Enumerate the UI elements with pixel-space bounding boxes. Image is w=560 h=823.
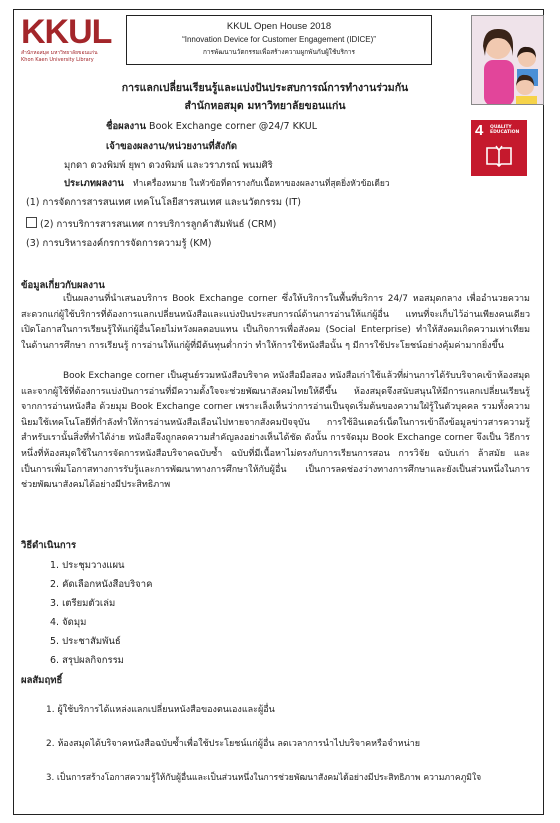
banner-subtitle: “Innovation Device for Customer Engagement (IDICE)”	[182, 35, 376, 44]
method-step: 5. ประชาสัมพันธ์	[50, 636, 121, 647]
method-step: 4. จัดมุม	[50, 617, 87, 628]
event-banner	[126, 15, 432, 65]
project-label: ชื่อผลงาน	[106, 121, 147, 132]
kkul-logo	[21, 15, 121, 67]
logo-text: KKUL	[21, 13, 112, 51]
option-label: (3) การบริหารองค์กรการจัดการความรู้ (KM)	[26, 238, 212, 249]
method-step: 3. เตรียมตัวเล่ม	[50, 598, 116, 609]
method-step: 6. สรุปผลกิจกรรม	[50, 655, 124, 666]
project-row	[106, 121, 317, 133]
option-label: (1) การจัดการสารสนเทศ เทคโนโลยีสารสนเทศ และนวัตกรรม (IT)	[26, 197, 302, 208]
checkbox-icon	[26, 217, 37, 228]
title-line-2: สำนักหอสมุด มหาวิทยาลัยขอนแก่น	[184, 100, 346, 112]
result-item: 3. เป็นการสร้างโอกาสความรู้ให้กับผู้อื่นและเป็นส่วนหนึ่งในการช่วยพัฒนาสังคมได้อย่างมีประสิทธิภาพ ความภาคภูมิใจ	[46, 773, 482, 783]
type-row	[64, 178, 390, 190]
owner-names: มุกดา ดวงพิมพ์ ยุพา ดวงพิมพ์ และวราภรณ์ พนมศิริ	[64, 160, 273, 171]
author-photo	[471, 15, 544, 105]
logo-subtitle-en: Khon Kaen University Library	[21, 57, 94, 63]
option-it	[26, 197, 301, 209]
banner-tagline: การพัฒนานวัตกรรมเพื่อสร้างความผูกพันกับผู้ใช้บริการ	[202, 49, 356, 56]
banner-title: KKUL Open House 2018	[226, 21, 332, 32]
method-heading: วิธีดำเนินการ	[21, 540, 77, 551]
type-instruction: ทำเครื่องหมาย ในหัวข้อที่ตารางกับเนื้อหาของผลงานที่สุดยิ่งหัวข้อเดียว	[132, 179, 390, 189]
option-label: (2) การบริการสารสนเทศ การบริการลูกค้าสัมพันธ์ (CRM)	[40, 219, 277, 230]
about-paragraph-2: Book Exchange corner เป็นศูนย์รวมหนังสือบริจาค หนังสือมือสอง หนังสือเก่าใช้แล้วที่ผ่านการได้รับบริจาคเข้าห้องสมุดและจากผู้ใช้ที่ต้องการแบ่งปันการอ่านที่มีความตั้งใจจะช่วยพัฒนาสังคมไทยให้ดีขึ้น ห้องสมุดจึงสนับสนุนให้มีการแลกเปลี่ยนเรียนรู้จากการอ่านหนังสือ ด้วยมุม Book Exchange corner เพราะเล็งเห็นว่าการอ่านเป็นจุดเริ่มต้นของความใฝ่รู้ในตัวบุคคล รวมทั้งความนิยมใช้เทคโนโลยีที่กำลังทำให้การอ่านหนังสือเลือนไปหายจากสังคมปัจจุบัน การใช้อินเตอร์เน็ตในการเข้าถึงข้อมูลข่าวสารความรู้สำหรับเรานั้นสิ่งที่ทำได้ง่าย หนังสือจึงถูกลดความสำคัญลงอย่างเห็นได้ชัด ดังนั้น การจัดมุม Book Exchange corner จึงเป็น วิธีการหนึ่งที่ห้องสมุดใช้ในการจัดการหนังสือบริจาคฉบับซ้ำ ฉบับที่มีเนื้อหาไม่ตรงกับการเรียนการสอน การวิจัย ฉบับเก่า ล้าสมัย และเป็นการเพิ่มโอกาสทางการรับรู้และการพัฒนาทางการศึกษาให้กับผู้อื่น เป็นการลดช่องว่างทางการศึกษาและยังเป็นส่วนหนึ่งในการช่วยพัฒนาสังคมได้อย่างมีประสิทธิภาพ	[21, 371, 530, 491]
method-step: 2. คัดเลือกหนังสือบริจาค	[50, 579, 153, 590]
method-step: 1. ประชุมวางแผน	[50, 560, 125, 571]
sdg-number: 4	[475, 122, 484, 139]
result-item: 2. ห้องสมุดได้บริจาคหนังสือฉบับซ้ำเพื่อใช้ประโยชน์แก่ผู้อื่น ลดเวลาการนำไปบริจาคหรือจำหน่าย	[46, 739, 421, 749]
title-line-1: การแลกเปลี่ยนเรียนรู้และแบ่งปันประสบการณ์การทำงานร่วมกัน	[121, 82, 409, 94]
logo-subtitle-th: สำนักหอสมุด มหาวิทยาลัยขอนแก่น	[21, 50, 98, 56]
sdg-label-line-1: QUALITY	[490, 125, 512, 130]
option-km	[26, 238, 211, 250]
project-value: Book Exchange corner @24/7 KKUL	[149, 121, 318, 132]
option-crm	[26, 217, 276, 231]
owner-label: เจ้าของผลงาน/หน่วยงานที่สังกัด	[106, 141, 238, 152]
about-paragraph-1: เป็นผลงานที่นำเสนอบริการ Book Exchange corner ซึ่งให้บริการในพื้นที่บริการ 24/7 หอสมุดกลาง เพื่ออำนวยความสะดวกแก่ผู้ใช้บริการที่ต้องการแลกเปลี่ยนหนังสือและแบ่งปันประสบการณ์ด้านการอ่านให้แก่ผู้อื่น แทนที่จะเก็บไว้อ่านเพียงคนเดียว เปิดโอกาสในการเรียนรู้ให้แก่ผู้อื่นโดยไม่หวังผลตอบแทน เป็นกิจการเพื่อสังคม (Social Enterprise) ทำให้สังคมเกิดความเท่าเทียมในด้านการศึกษา การเรียนรู้ การอ่านให้แก่ผู้ที่มีต้นทุนต่ำกว่า ทำให้การใช้หนังสือนั้น ๆ มีการใช้ประโยชน์อย่างคุ้มค่ามากยิ่งขึ้น	[21, 294, 530, 351]
book-icon	[485, 144, 513, 168]
sdg-quality-education-badge	[471, 120, 527, 176]
about-heading: ข้อมูลเกี่ยวกับผลงาน	[21, 280, 105, 291]
sdg-label-line-2: EDUCATION	[490, 130, 520, 135]
sdg-label	[490, 125, 519, 135]
result-item: 1. ผู้ใช้บริการได้แหล่งแลกเปลี่ยนหนังสือของตนเองและผู้อื่น	[46, 705, 275, 715]
results-heading: ผลสัมฤทธิ์	[21, 675, 63, 686]
type-label: ประเภทผลงาน	[64, 178, 124, 189]
